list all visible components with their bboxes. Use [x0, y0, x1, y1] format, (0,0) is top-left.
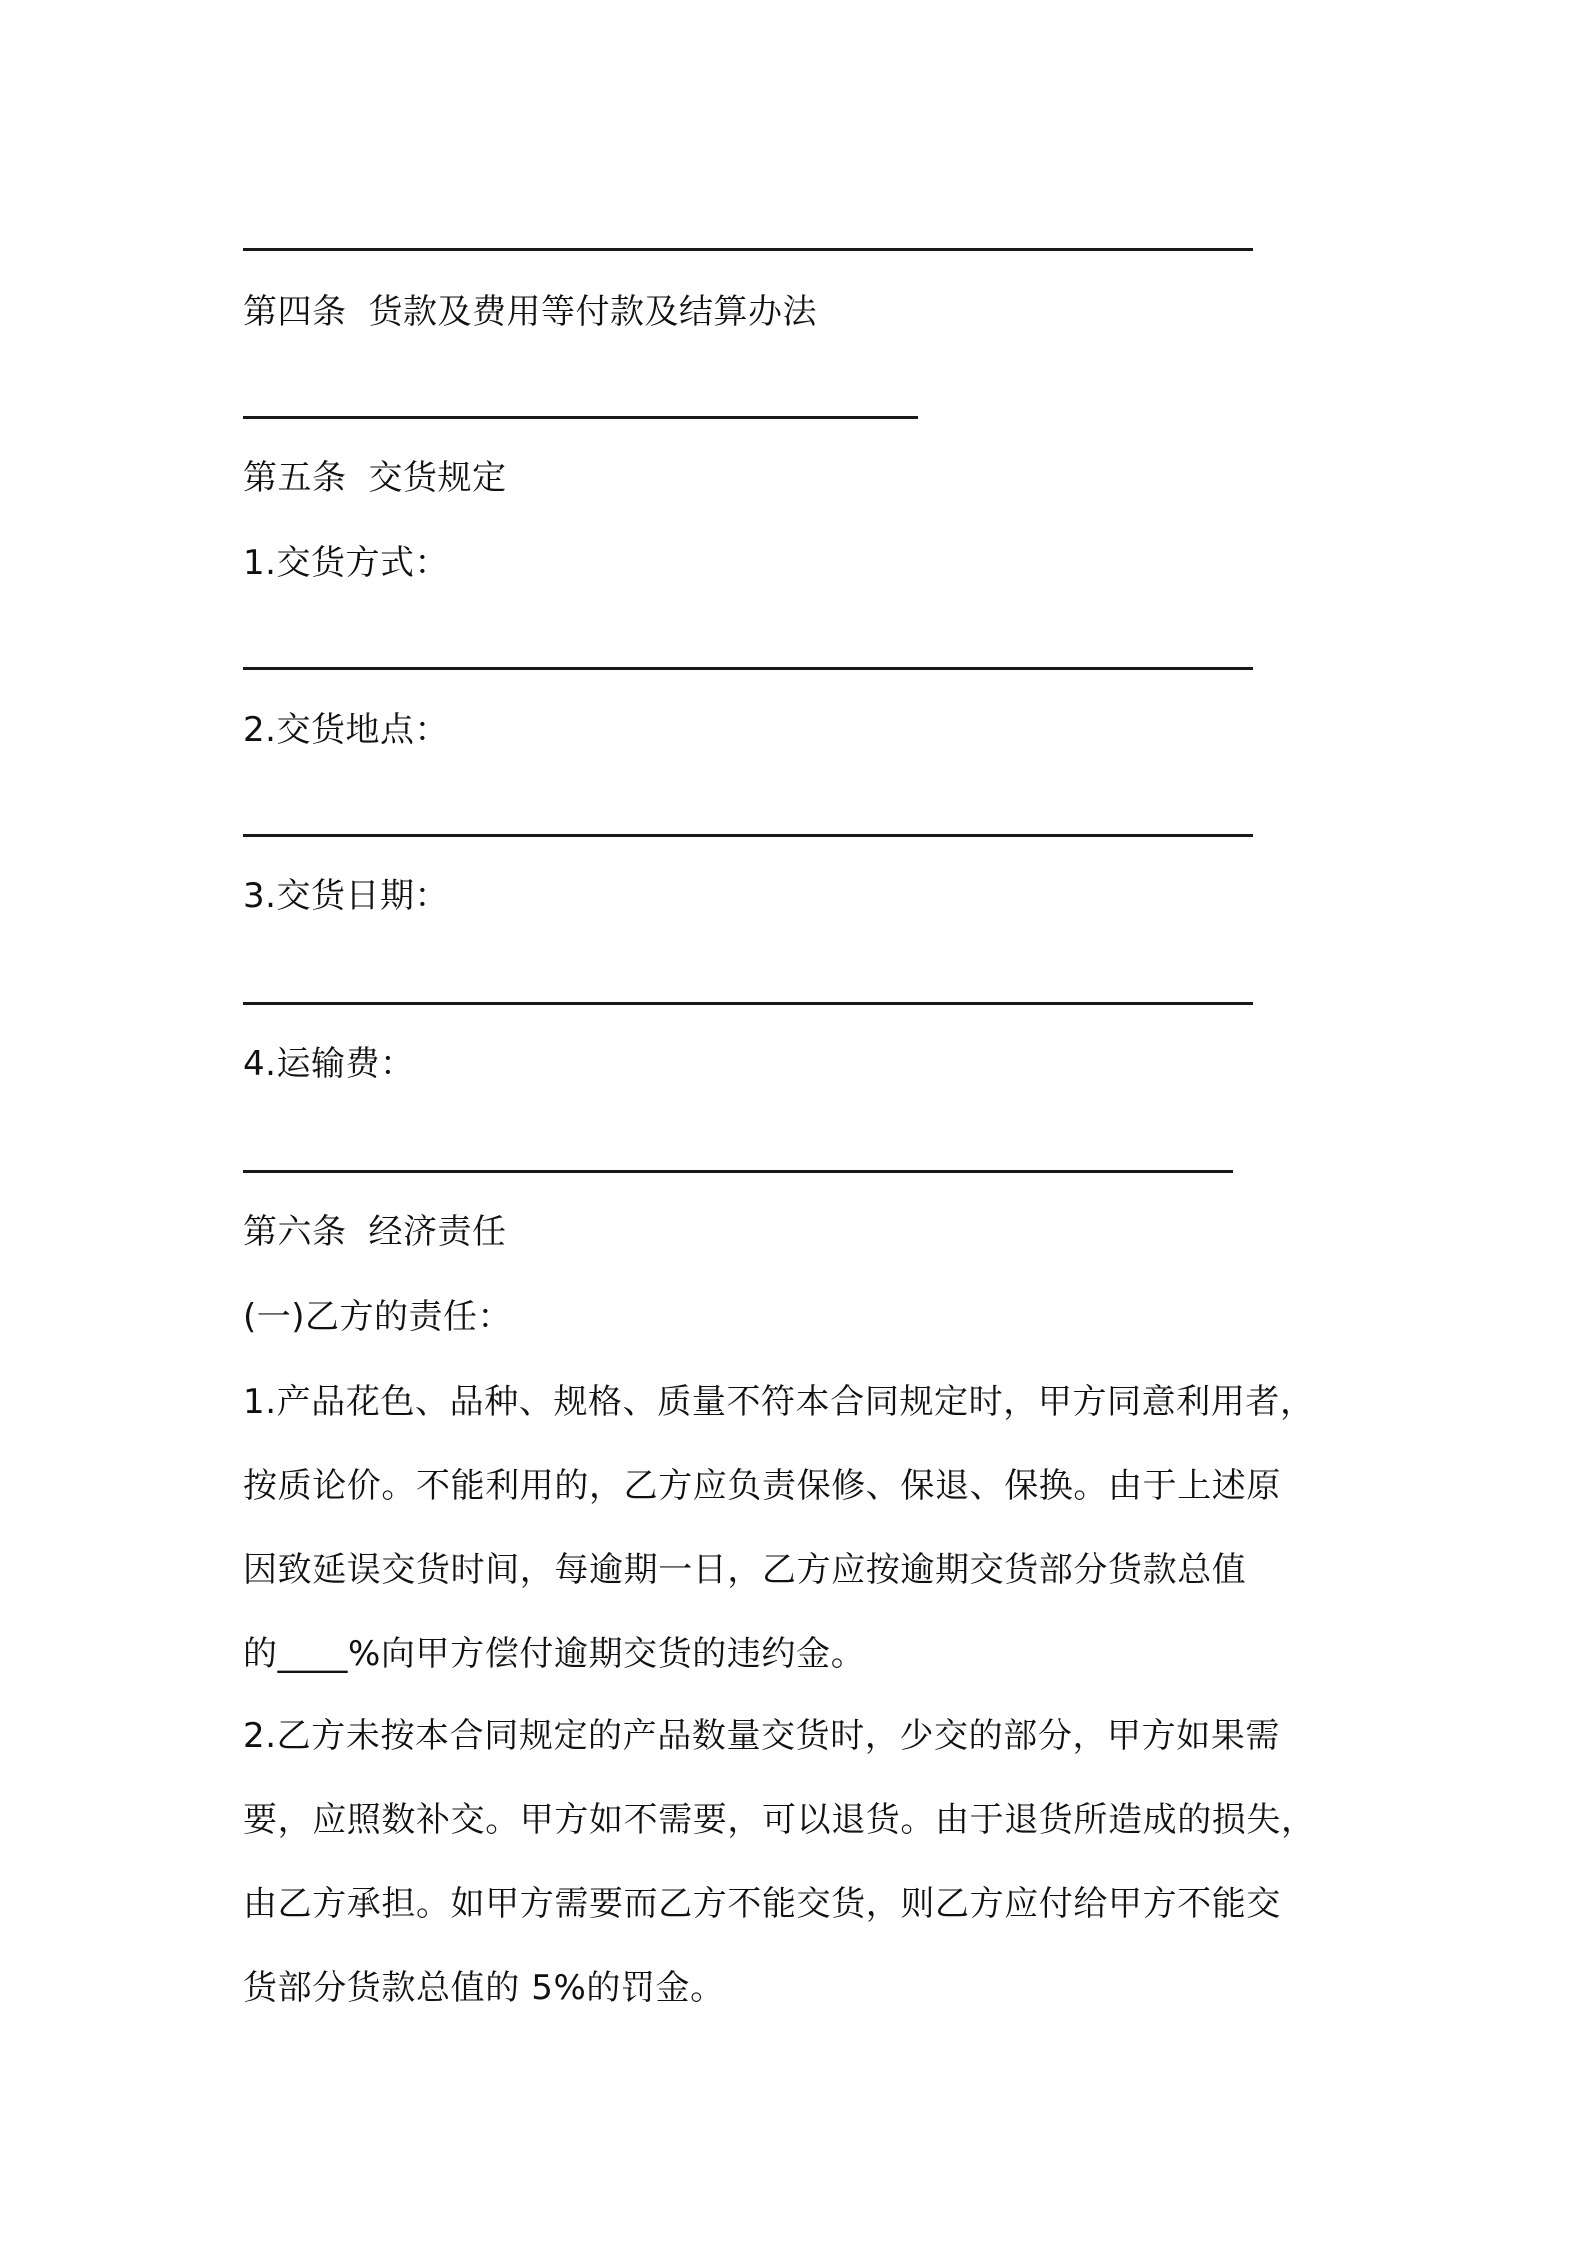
- paragraph-line: 要，应照数补交。甲方如不需要，可以退货。由于退货所造成的损失，: [243, 1800, 1316, 1840]
- article-title: 交货规定: [368, 458, 507, 498]
- paragraph-line: 按质论价。不能利用的，乙方应负责保修、保退、保换。由于上述原: [243, 1466, 1281, 1506]
- fill-in-line: [243, 1002, 1253, 1005]
- transport-fee-label: 4.运输费：: [243, 1044, 415, 1084]
- article-number: 第五条: [243, 458, 347, 498]
- article-5-heading: [243, 458, 507, 498]
- article-number: 第四条: [243, 292, 347, 332]
- clause-2-paragraph: [243, 1694, 1363, 2030]
- article-title: 货款及费用等付款及结算办法: [368, 292, 817, 332]
- article-number: 第六条: [243, 1212, 347, 1252]
- fill-in-line: [243, 248, 1253, 251]
- paragraph-line: 由乙方承担。如甲方需要而乙方不能交货，则乙方应付给甲方不能交: [243, 1884, 1281, 1924]
- party-b-responsibility-heading: (一)乙方的责任：: [243, 1297, 513, 1337]
- paragraph-line: 2.乙方未按本合同规定的产品数量交货时，少交的部分，甲方如果需: [243, 1716, 1281, 1756]
- paragraph-line: 货部分货款总值的 5%的罚金。: [243, 1968, 725, 2008]
- fill-in-line: [243, 667, 1253, 670]
- delivery-date-label: 3.交货日期：: [243, 876, 449, 916]
- clause-1-paragraph: [243, 1360, 1363, 1696]
- paragraph-line: 的____%向甲方偿付逾期交货的违约金。: [243, 1634, 866, 1674]
- paragraph-line: 因致延误交货时间，每逾期一日，乙方应按逾期交货部分货款总值: [243, 1550, 1247, 1590]
- delivery-location-label: 2.交货地点：: [243, 710, 449, 750]
- fill-in-line: [243, 416, 918, 419]
- article-title: 经济责任: [368, 1212, 507, 1252]
- paragraph-line: 1.产品花色、品种、规格、质量不符本合同规定时，甲方同意利用者，: [243, 1382, 1315, 1422]
- fill-in-line: [243, 1170, 1233, 1173]
- article-6-heading: [243, 1212, 507, 1252]
- article-4-heading: [243, 292, 817, 332]
- fill-in-line: [243, 834, 1253, 837]
- delivery-method-label: 1.交货方式：: [243, 543, 449, 583]
